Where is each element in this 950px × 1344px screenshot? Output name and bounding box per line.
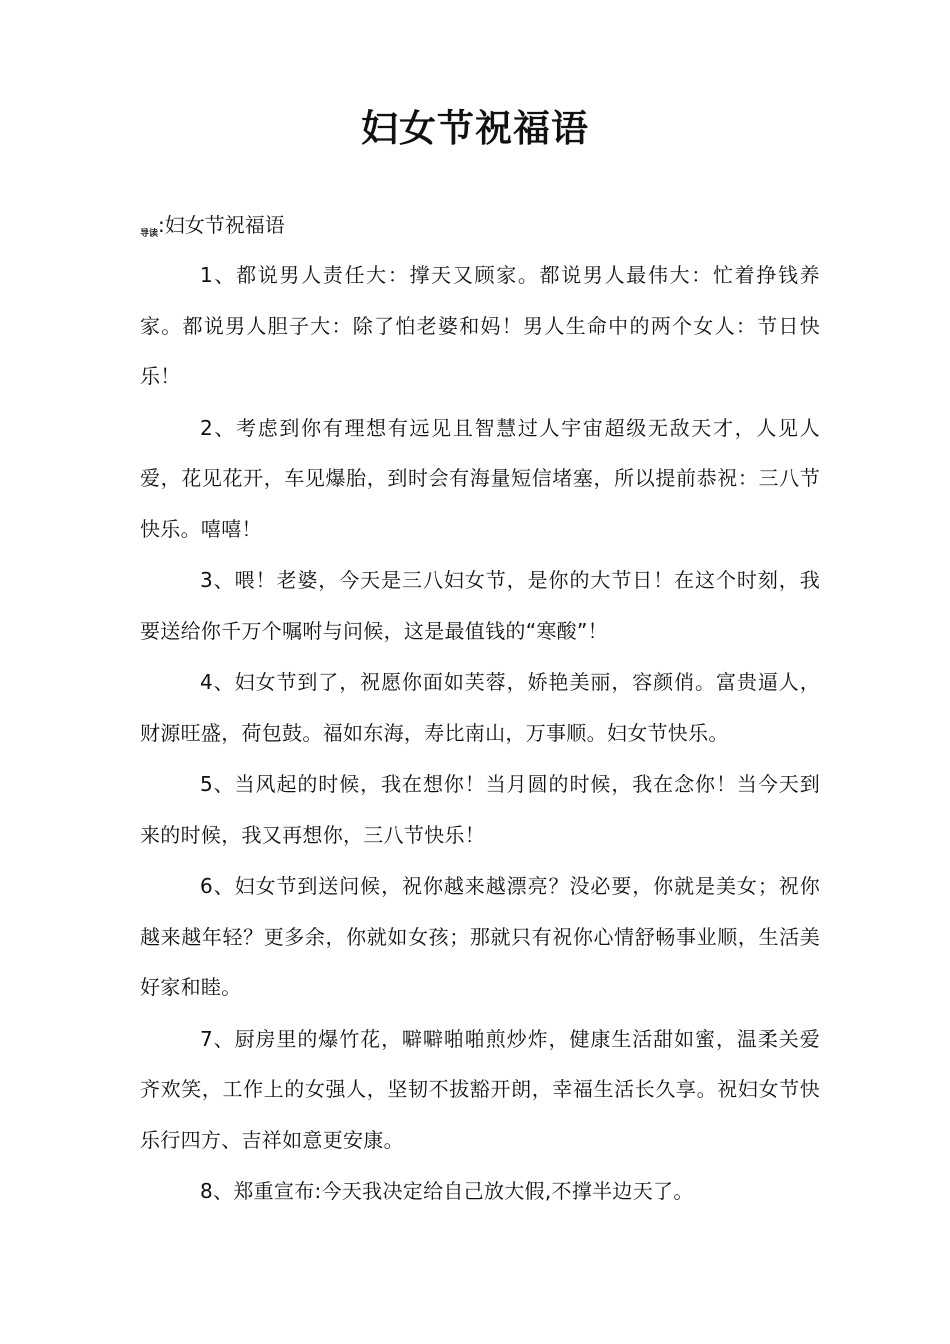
lead-line xyxy=(140,210,285,249)
paragraph-2: 2、考虑到你有理想有远见且智慧过人宇宙超级无敌天才，人见人爱，花见花开，车见爆胎，到时会有海量短信堵塞，所以提前恭祝：三八节快乐。嘻嘻！ xyxy=(140,415,820,541)
document-title: 妇女节祝福语 xyxy=(361,107,589,150)
paragraph-5: 5、当风起的时候，我在想你！当月圆的时候，我在念你！当今天到来的时候，我又再想你，三八节快乐！ xyxy=(140,772,820,847)
paragraph-6: 6、妇女节到送问候，祝你越来越漂亮？没必要，你就是美女；祝你越来越年轻？更多余，你就如女孩；那就只有祝你心情舒畅事业顺，生活美好家和睦。 xyxy=(140,874,820,999)
lead-text: 妇女节祝福语 xyxy=(164,213,285,237)
paragraph-3: 3、喂！老婆，今天是三八妇女节，是你的大节日！在这个时刻，我要送给你千万个嘱咐与问候，这是最值钱的“寒酸”！ xyxy=(140,568,820,643)
paragraph-4: 4、妇女节到了，祝愿你面如芙蓉，娇艳美丽，容颜俏。富贵逼人，财源旺盛，荷包鼓。福如东海，寿比南山，万事顺。妇女节快乐。 xyxy=(140,670,820,745)
lead-colon: : xyxy=(158,213,165,237)
document-body xyxy=(140,250,820,1218)
paragraph-8: 8、郑重宣布:今天我决定给自己放大假,不撑半边天了。 xyxy=(200,1179,694,1203)
lead-label: 导读 xyxy=(140,229,159,239)
paragraph-1: 1、都说男人责任大：撑天又顾家。都说男人最伟大：忙着挣钱养家。都说男人胆子大：除了怕老婆和妈！男人生命中的两个女人：节日快乐！ xyxy=(140,263,820,388)
paragraph-7: 7、厨房里的爆竹花，噼噼啪啪煎炒炸，健康生活甜如蜜，温柔关爱齐欢笑，工作上的女强人，坚韧不拔豁开朗，幸福生活长久享。祝妇女节快乐行四方、吉祥如意更安康。 xyxy=(140,1026,820,1152)
